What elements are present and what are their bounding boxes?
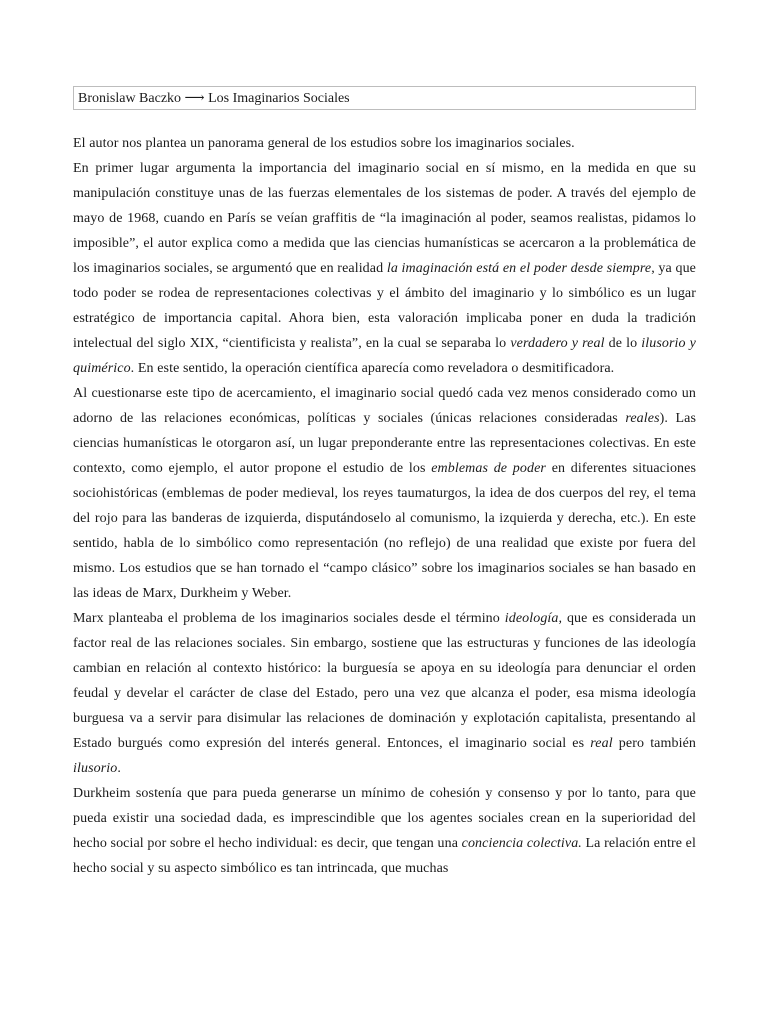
text-run: en diferentes situaciones sociohistóricas (emblemas de poder medieval, los reyes taumaturgos, la idea de dos cuerpos del rey, el tema del rojo para las banderas de izquierda, disputándoselo al comunismo, la izquierda y derecha, etc.). En este sentido, habla de lo simbólico como representación (no reflejo) de una realidad que existe por fuera del mismo. Los estudios que se han tornado el “campo clásico” sobre los imaginarios sociales se han basado en las ideas de Marx, Durkheim y Weber. [73, 461, 697, 601]
text-run: que es considerada un factor real de las relaciones sociales. Sin embargo, sostiene que las estructuras y funciones de las ideología cambian en relación al contexto histórico: la burguesía se apoya en su ideología para denunciar el orden feudal y develar el carácter de clase del Estado, pero una vez que alcanza el poder, esa misma ideología burguesa va a servir para disimular las relaciones de dominación y explotación capitalista, presentando al Estado burgués como expresión del interés general. Entonces, el imaginario social es [73, 611, 697, 751]
text-run: En primer lugar argumenta la importancia del imaginario social en sí mismo, en la medida en que su manipulación constituye unas de las fuerzas elementales de los sistemas de poder. A través del ejemplo de mayo de 1968, cuando en París se veían graffitis de “la imaginación al poder, seamos realistas, pidamos lo imposible”, el autor explica como a medida que las ciencias humanísticas se acercaron a la problemática de los imaginarios sociales, se argumentó que en realidad [73, 161, 696, 276]
text-run: Al cuestionarse este tipo de acercamiento, el imaginario social quedó cada vez menos considerado como un adorno de las relaciones económicas, políticas y sociales (únicas relaciones consideradas [73, 386, 696, 426]
document-title: Bronislaw Baczko ⟶ Los Imaginarios Sociales [73, 86, 696, 110]
italic-text: ilusorio [73, 761, 118, 776]
text-run: Durkheim sostenía que para pueda generarse un mínimo de cohesión y consenso y por lo tanto, para que pueda existir una sociedad dada, es imprescindible que los agentes sociales crean en la superioridad del hecho social por sobre el hecho individual: es decir, que tengan una [73, 786, 696, 851]
paragraph [73, 781, 696, 881]
italic-text: reales [625, 411, 660, 426]
italic-text: la imaginación está en el poder desde siempre [386, 261, 652, 276]
italic-text: ideología, [504, 611, 563, 626]
text-run: El autor nos plantea un panorama general de los estudios sobre los imaginarios sociales. [73, 136, 575, 151]
text-run: , ya que todo poder se rodea de representaciones colectivas y el ámbito del imaginario y lo simbólico es un lugar estratégico de importancia capital. Ahora bien, esta valoración implicaba poner en duda la tradición intelectual del siglo XIX, “cientificista y realista”, en la cual se separaba lo [73, 261, 696, 351]
paragraph [73, 131, 696, 156]
paragraph [73, 156, 696, 381]
text-run: . En este sentido, la operación científica aparecía como reveladora o desmitificadora. [130, 361, 615, 376]
document-page [73, 86, 696, 881]
italic-text: verdadero y real [510, 336, 605, 351]
italic-text: conciencia colectiva. [461, 836, 582, 851]
paragraph [73, 606, 696, 781]
italic-text: emblemas de poder [431, 461, 546, 476]
italic-text: ilusorio y quimérico [73, 336, 696, 376]
text-run: de lo [604, 336, 642, 351]
document-body [73, 131, 696, 881]
text-run: pero también [612, 736, 696, 751]
text-run: Marx planteaba el problema de los imaginarios sociales desde el término [73, 611, 505, 626]
text-run: ). Las ciencias humanísticas le otorgaron así, un lugar preponderante entre las representaciones colectivas. En este contexto, como ejemplo, el autor propone el estudio de los [73, 411, 696, 476]
paragraph [73, 381, 696, 606]
text-run: La relación entre el hecho social y su aspecto simbólico es tan intrincada, que muchas [73, 836, 696, 876]
text-run: . [117, 761, 121, 776]
italic-text: real [590, 736, 613, 751]
